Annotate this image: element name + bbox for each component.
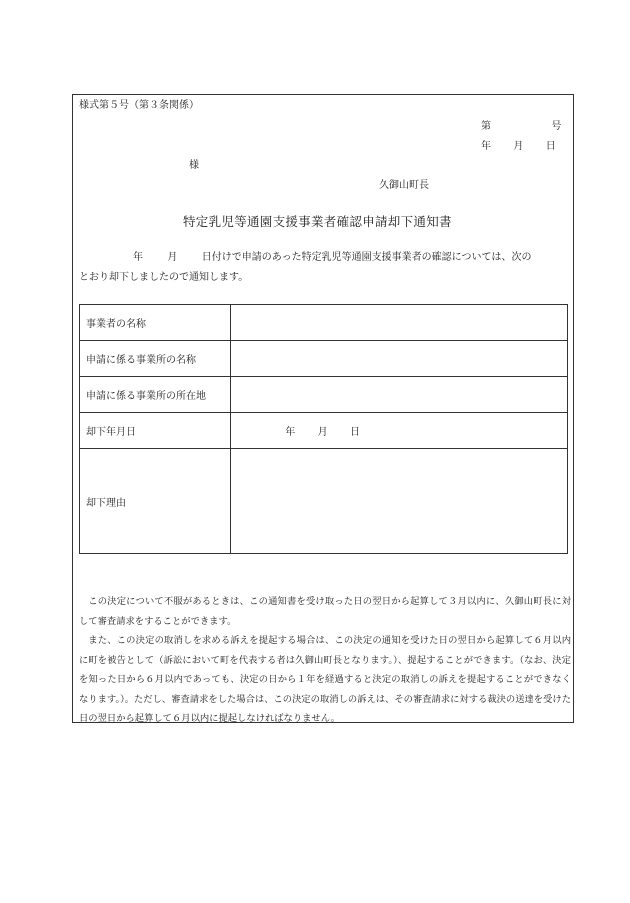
- row-label: 事業者の名称: [80, 305, 231, 341]
- intro-month: 月: [167, 252, 178, 263]
- row-label: 却下理由: [80, 449, 231, 554]
- row-value: [231, 449, 568, 554]
- number-prefix: 第: [481, 121, 491, 132]
- document-title: 特定乳児等通園支援事業者確認申請却下通知書: [183, 214, 452, 229]
- table-row: [80, 449, 568, 554]
- sender: 久御山町長: [379, 180, 429, 191]
- intro-year: 年: [133, 252, 143, 263]
- form-id: 様式第５号（第３条関係）: [79, 100, 199, 111]
- row-value: [231, 305, 568, 341]
- intro-text-1: 日付けで申請のあった特定乳児等通園支援事業者の確認については、次の: [201, 252, 532, 263]
- appeal-notice: [79, 592, 571, 729]
- date-month: 月: [513, 141, 524, 152]
- date-year: 年: [481, 141, 491, 152]
- table-row: [80, 377, 568, 413]
- table-row: [80, 305, 568, 341]
- notice-paragraph-2: また、この決定の取消しを求める訴えを提起する場合は、この決定の通知を受けた日の翌日から起算して６月以内に町を被告として（訴訟において町を代表する者は久御山町長となります。）、提起することができます。（なお、決定を知った日から６月以内であっても、決定の日から１年を経過すると決定の取消しの訴えを提起することができなくなります。）。ただし、審査請求をした場合は、この決定の取消しの訴えは、その審査請求に対する裁決の送達を受けた日の翌日から起算して６月以内に提起しなければなりません。: [79, 635, 571, 724]
- intro-line-1: [133, 251, 531, 265]
- document-date: [481, 140, 556, 154]
- row-label: 申請に係る事業所の所在地: [80, 377, 231, 413]
- form-frame: [72, 94, 574, 723]
- addressee-suffix: 様: [189, 160, 199, 171]
- rejection-year: 年: [285, 427, 296, 438]
- rejection-day: 日: [349, 427, 360, 438]
- rejection-month: 月: [317, 427, 328, 438]
- row-value: [231, 377, 568, 413]
- row-value: [231, 341, 568, 377]
- info-table: [79, 304, 568, 554]
- rejection-date-cell: [231, 413, 568, 449]
- date-day: 日: [545, 141, 556, 152]
- row-label: 申請に係る事業所の名称: [80, 341, 231, 377]
- document-number: [481, 120, 561, 134]
- table-row: [80, 341, 568, 377]
- notice-paragraph-1: この決定について不服があるときは、この通知書を受け取った日の翌日から起算して３月以内に、久御山町長に対して審査請求をすることができます。: [79, 596, 571, 627]
- intro-line-2: とおり却下しましたので通知します。: [79, 272, 249, 283]
- table-row: [80, 413, 568, 449]
- number-suffix: 号: [551, 121, 562, 132]
- row-label: 却下年月日: [80, 413, 231, 449]
